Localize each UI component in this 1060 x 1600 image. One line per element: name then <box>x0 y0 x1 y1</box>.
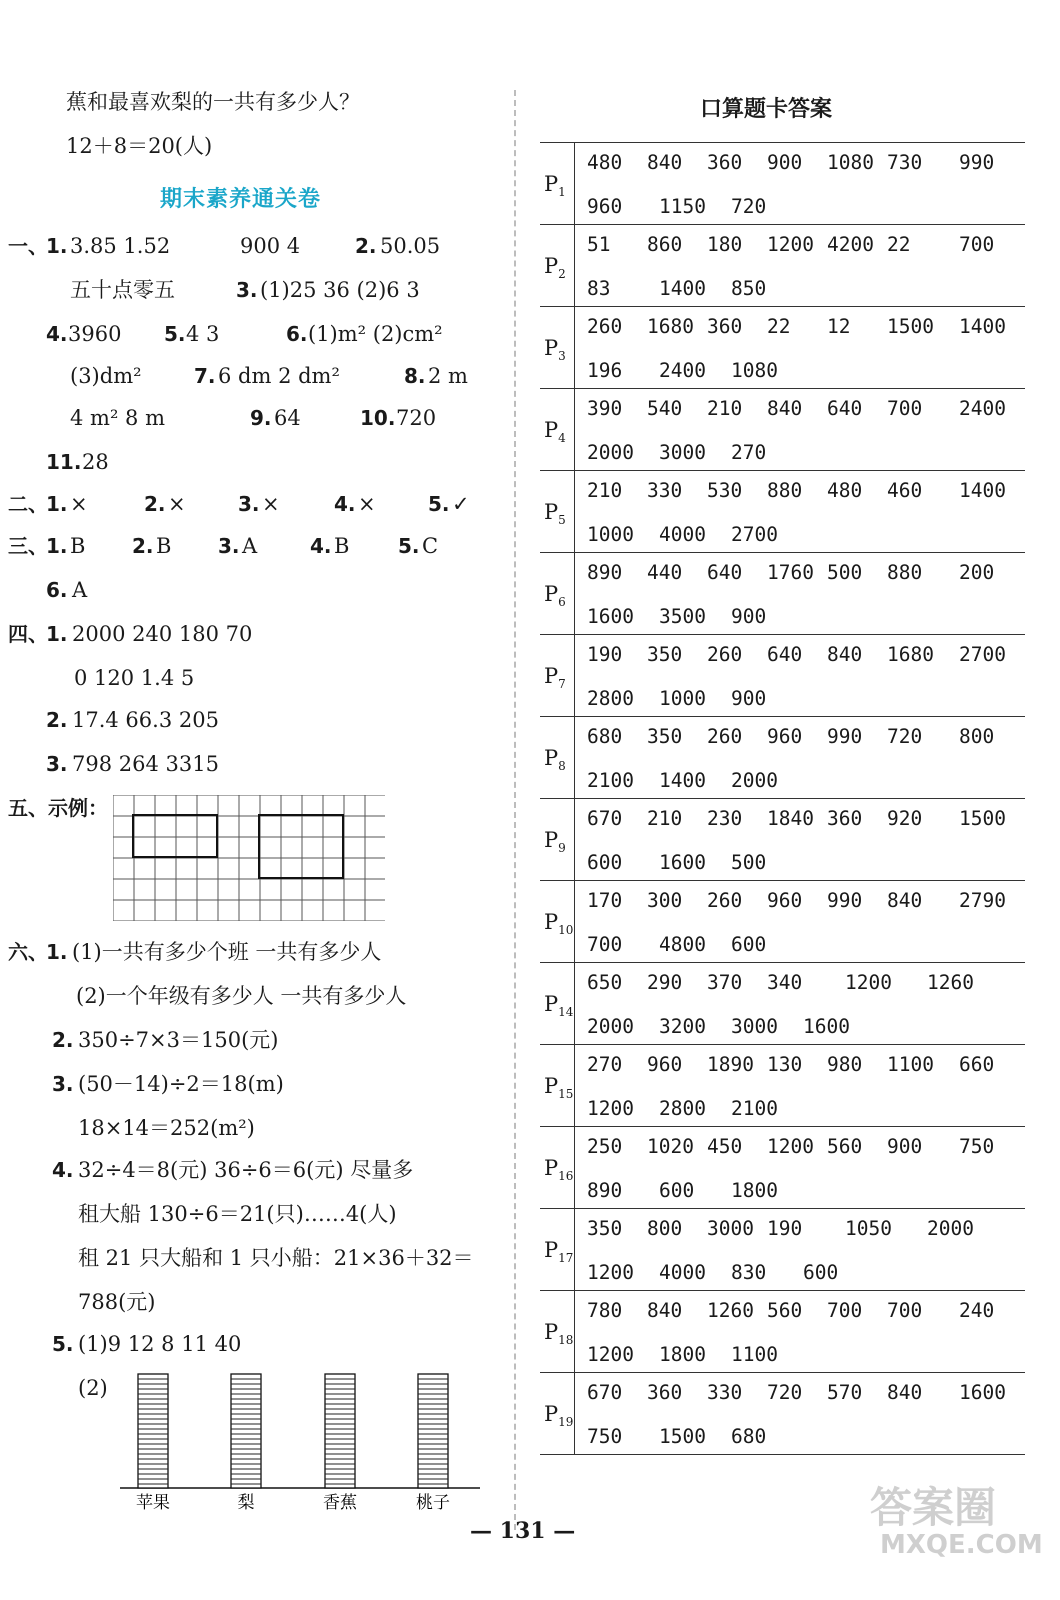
answer-value: 900 <box>767 151 803 174</box>
answer-value: 1400 <box>659 769 706 792</box>
answer-value: 51 <box>587 233 611 256</box>
answer-value: 720 <box>887 725 923 748</box>
bar-label: 桃子 <box>416 1493 450 1513</box>
answer-value: 860 <box>647 233 683 256</box>
answer-value: 2800 <box>659 1097 706 1120</box>
answer-value: 1800 <box>659 1343 706 1366</box>
answer-value: 1000 <box>659 687 706 710</box>
answer-value: 1800 <box>731 1179 778 1202</box>
example-grid <box>113 795 385 921</box>
answer-row <box>540 1045 1025 1127</box>
answer-value: 840 <box>647 151 683 174</box>
answer-row <box>540 307 1025 389</box>
answer-value: 1100 <box>731 1343 778 1366</box>
answer-value: 22 <box>767 315 791 338</box>
answer-value: 1000 <box>587 523 634 546</box>
answer-value: 1680 <box>647 315 694 338</box>
answer-value: 1200 <box>845 971 892 994</box>
answer-value: 500 <box>731 851 767 874</box>
answer-value: 640 <box>767 643 803 666</box>
answer-value: 990 <box>959 151 995 174</box>
bar <box>231 1374 261 1488</box>
answer-value: 210 <box>647 807 683 830</box>
answer-value: 230 <box>707 807 743 830</box>
bar <box>138 1374 168 1488</box>
page-number: — 131 — <box>470 1518 576 1544</box>
answer-value: 840 <box>647 1299 683 1322</box>
answer-value: 4000 <box>659 1261 706 1284</box>
answer-value: 1600 <box>959 1381 1006 1404</box>
answer-value: 200 <box>959 561 995 584</box>
answer-value: 2790 <box>959 889 1006 912</box>
answer-value: 1600 <box>803 1015 850 1038</box>
answer-value: 240 <box>959 1299 995 1322</box>
answer-line: 788(元) <box>78 1290 156 1314</box>
answer-value: 1200 <box>767 233 814 256</box>
answer-value: 2400 <box>659 359 706 382</box>
answer-value: 350 <box>647 643 683 666</box>
answer-value: 670 <box>587 807 623 830</box>
answer-value: 600 <box>731 933 767 956</box>
answer-value: 210 <box>587 479 623 502</box>
answer-value: 2000 <box>587 1015 634 1038</box>
answer-value: 180 <box>707 233 743 256</box>
answer-row <box>540 553 1025 635</box>
answer-card-title: 口算题卡答案 <box>700 97 833 122</box>
answer-value: 650 <box>587 971 623 994</box>
answer-value: 1020 <box>647 1135 694 1158</box>
answer-value: 800 <box>959 725 995 748</box>
answer-value: 196 <box>587 359 623 382</box>
rectangle-large <box>259 815 343 878</box>
answer-row <box>540 635 1025 717</box>
answer-value: 1200 <box>587 1343 634 1366</box>
page-ref: $P_{18}$ <box>544 1320 574 1348</box>
answer-value: 2700 <box>959 643 1006 666</box>
answer-row <box>540 1373 1025 1455</box>
answer-value: 960 <box>587 195 623 218</box>
answer-value: 480 <box>587 151 623 174</box>
answer-line: 租大船 130÷6＝21(只)……4(人) <box>78 1202 397 1226</box>
answer-row <box>540 881 1025 963</box>
answer-value: 990 <box>827 725 863 748</box>
answer-value: 3000 <box>731 1015 778 1038</box>
watermark-logo: 答案圈 <box>870 1483 997 1532</box>
answer-value: 4200 <box>827 233 874 256</box>
answer-value: 640 <box>707 561 743 584</box>
page-ref: $P_8$ <box>544 746 566 774</box>
answer-value: 1760 <box>767 561 814 584</box>
answer-value: 980 <box>827 1053 863 1076</box>
answer-value: 370 <box>707 971 743 994</box>
watermark-text: MXQE.COM <box>880 1530 1043 1560</box>
answer-value: 22 <box>887 233 911 256</box>
answer-value: 850 <box>731 277 767 300</box>
left-column: 蕉和最喜欢梨的一共有多少人？ 12＋8＝20(人) 期末素养通关卷 一、 1. 3.85 1.52 900 4 2. 50.05 五十点零五 3. (1)25 36 (2)6 3 4. 3960 5. 4 3 6. (1)m² (2)cm² (3)dm² 7. 6 dm 2 dm² 8. 2 m 4 m² 8 m 9. 64 10. 720 11. 28 二、 1. × 2. × 3. × 4. × 5. ✓ 三、 1. B 2. B 3. A 4. B 5. C 6. A 四、 1. 2000 240 180 70 0 120 1.4 5 2. 17.4 66.3 205 3. 798 264 3315 五、示例： 六、 1. (1)一共有多少个班 一共有多少人 (2)一个年级有多少人 一共有多少人 2. 350÷7×3＝150(元) 3. (50－14)÷2＝18(m) 18×14＝252(m²) 4. 32÷4＝8(元) 36÷6＝6(元) 尽量多 租大船 130÷6＝21(只)……4(人) 租 21 只大船和 1 只小船：21×36＋32＝ 788(元) 5. (1)9 12 8 11 40 (2) 苹果 梨 香蕉 桃子 <box>0 0 510 1600</box>
answer-value: 560 <box>827 1135 863 1158</box>
answer-value: 1680 <box>887 643 934 666</box>
page-ref: $P_{17}$ <box>544 1238 574 1266</box>
answer-value: 4800 <box>659 933 706 956</box>
page-ref: $P_7$ <box>544 664 566 692</box>
answer-row <box>540 1209 1025 1291</box>
answer-value: 720 <box>767 1381 803 1404</box>
page-ref: $P_2$ <box>544 254 566 282</box>
answer-value: 1050 <box>845 1217 892 1240</box>
answer-value: 780 <box>587 1299 623 1322</box>
answer-value: 2700 <box>731 523 778 546</box>
answer-value: 560 <box>767 1299 803 1322</box>
page-ref: $P_{10}$ <box>544 910 574 938</box>
answer-row <box>540 143 1025 225</box>
answer-value: 880 <box>887 561 923 584</box>
answer-value: 1080 <box>731 359 778 382</box>
answer-value: 1400 <box>959 479 1006 502</box>
answer-value: 990 <box>827 889 863 912</box>
answer-row <box>540 471 1025 553</box>
answer-row <box>540 799 1025 881</box>
answer-value: 1600 <box>659 851 706 874</box>
answer-value: 1400 <box>959 315 1006 338</box>
answer-value: 730 <box>887 151 923 174</box>
answer-value: 880 <box>767 479 803 502</box>
answer-value: 290 <box>647 971 683 994</box>
page-ref: $P_{15}$ <box>544 1074 574 1102</box>
answer-row <box>540 225 1025 307</box>
page-ref: $P_1$ <box>544 172 566 200</box>
bar <box>325 1374 355 1488</box>
answer-value: 680 <box>587 725 623 748</box>
answer-value: 360 <box>707 151 743 174</box>
answer-value: 440 <box>647 561 683 584</box>
text-line: 蕉和最喜欢梨的一共有多少人？ <box>66 90 360 114</box>
answer-value: 3500 <box>659 605 706 628</box>
answer-value: 840 <box>887 1381 923 1404</box>
answer-value: 1890 <box>707 1053 754 1076</box>
answer-value: 190 <box>587 643 623 666</box>
answer-value: 1200 <box>767 1135 814 1158</box>
answer-line: (2) <box>78 1376 108 1400</box>
rectangle-small <box>133 815 217 857</box>
answer-value: 570 <box>827 1381 863 1404</box>
answer-value: 2000 <box>587 441 634 464</box>
answer-row <box>540 1291 1025 1373</box>
answer-value: 700 <box>587 933 623 956</box>
answer-value: 1600 <box>587 605 634 628</box>
answer-value: 750 <box>587 1425 623 1448</box>
answer-value: 890 <box>587 561 623 584</box>
answer-value: 260 <box>707 643 743 666</box>
answer-value: 270 <box>587 1053 623 1076</box>
answer-value: 920 <box>887 807 923 830</box>
answer-value: 260 <box>707 889 743 912</box>
answer-value: 900 <box>887 1135 923 1158</box>
bar-label: 梨 <box>237 1493 255 1513</box>
answer-line: 0 120 1.4 5 <box>74 666 195 690</box>
page-ref: $P_{16}$ <box>544 1156 574 1184</box>
answer-value: 900 <box>731 687 767 710</box>
answer-value: 720 <box>731 195 767 218</box>
answer-value: 700 <box>959 233 995 256</box>
answer-value: 170 <box>587 889 623 912</box>
answer-value: 360 <box>707 315 743 338</box>
answer-line: 18×14＝252(m²) <box>78 1116 255 1140</box>
answer-value: 2800 <box>587 687 634 710</box>
answer-value: 450 <box>707 1135 743 1158</box>
page-ref: $P_6$ <box>544 582 566 610</box>
answer-value: 350 <box>587 1217 623 1240</box>
answer-table <box>540 142 1025 1455</box>
answer-value: 1840 <box>767 807 814 830</box>
answer-line: 租 21 只大船和 1 只小船：21×36＋32＝ <box>78 1246 474 1270</box>
answer-value: 840 <box>767 397 803 420</box>
answer-value: 250 <box>587 1135 623 1158</box>
answer-value: 1080 <box>827 151 874 174</box>
answer-value: 330 <box>707 1381 743 1404</box>
answer-value: 600 <box>659 1179 695 1202</box>
answer-value: 530 <box>707 479 743 502</box>
answer-value: 2100 <box>731 1097 778 1120</box>
answer-row <box>540 717 1025 799</box>
answer-value: 1150 <box>659 195 706 218</box>
page-ref: $P_3$ <box>544 336 566 364</box>
answer-value: 660 <box>959 1053 995 1076</box>
page-ref: $P_{19}$ <box>544 1402 574 1430</box>
page-ref: $P_9$ <box>544 828 566 856</box>
answer-value: 350 <box>647 725 683 748</box>
answer-value: 260 <box>587 315 623 338</box>
bar-chart-sketch <box>120 1370 480 1518</box>
answer-value: 1500 <box>887 315 934 338</box>
answer-value: 3000 <box>659 441 706 464</box>
page-ref: $P_4$ <box>544 418 566 446</box>
answer-line: (2)一个年级有多少人 一共有多少人 <box>76 984 407 1008</box>
answer-value: 1400 <box>659 277 706 300</box>
answer-value: 2100 <box>587 769 634 792</box>
answer-value: 750 <box>959 1135 995 1158</box>
answer-value: 840 <box>827 643 863 666</box>
answer-value: 1500 <box>959 807 1006 830</box>
answer-value: 640 <box>827 397 863 420</box>
answer-value: 300 <box>647 889 683 912</box>
answer-value: 3200 <box>659 1015 706 1038</box>
answer-row <box>540 389 1025 471</box>
answer-value: 270 <box>731 441 767 464</box>
page-ref: $P_5$ <box>544 500 566 528</box>
answer-value: 360 <box>827 807 863 830</box>
answer-row <box>540 963 1025 1045</box>
answer-value: 800 <box>647 1217 683 1240</box>
text-line: 12＋8＝20(人) <box>66 134 213 158</box>
page-ref: $P_{14}$ <box>544 992 574 1020</box>
answer-value: 680 <box>731 1425 767 1448</box>
answer-value: 1500 <box>659 1425 706 1448</box>
answer-value: 130 <box>767 1053 803 1076</box>
answer-value: 2400 <box>959 397 1006 420</box>
answer-row <box>540 1127 1025 1209</box>
answer-value: 1100 <box>887 1053 934 1076</box>
answer-value: 340 <box>767 971 803 994</box>
answer-value: 1260 <box>927 971 974 994</box>
bar-label: 香蕉 <box>323 1493 357 1513</box>
answer-value: 4000 <box>659 523 706 546</box>
answer-value: 900 <box>731 605 767 628</box>
answer-value: 960 <box>647 1053 683 1076</box>
answer-value: 330 <box>647 479 683 502</box>
answer-value: 2000 <box>927 1217 974 1240</box>
answer-value: 600 <box>803 1261 839 1284</box>
answer-value: 390 <box>587 397 623 420</box>
answer-value: 190 <box>767 1217 803 1240</box>
column-divider <box>514 90 516 1530</box>
answer-value: 12 <box>827 315 851 338</box>
answer-value: 360 <box>647 1381 683 1404</box>
answer-value: 210 <box>707 397 743 420</box>
answer-value: 480 <box>827 479 863 502</box>
answer-value: 890 <box>587 1179 623 1202</box>
bar <box>418 1374 448 1488</box>
answer-value: 460 <box>887 479 923 502</box>
answer-value: 700 <box>887 1299 923 1322</box>
answer-value: 600 <box>587 851 623 874</box>
answer-value: 260 <box>707 725 743 748</box>
answer-value: 960 <box>767 725 803 748</box>
answer-value: 960 <box>767 889 803 912</box>
answer-value: 700 <box>827 1299 863 1322</box>
answer-value: 700 <box>887 397 923 420</box>
bar-label: 苹果 <box>136 1493 170 1513</box>
answer-value: 2000 <box>731 769 778 792</box>
section-title: 期末素养通关卷 <box>160 187 322 212</box>
answer-value: 840 <box>887 889 923 912</box>
answer-value: 1200 <box>587 1097 634 1120</box>
answer-value: 500 <box>827 561 863 584</box>
answer-value: 83 <box>587 277 611 300</box>
answer-value: 1260 <box>707 1299 754 1322</box>
answer-value: 1200 <box>587 1261 634 1284</box>
answer-value: 3000 <box>707 1217 754 1240</box>
answer-value: 830 <box>731 1261 767 1284</box>
answer-value: 670 <box>587 1381 623 1404</box>
answer-value: 540 <box>647 397 683 420</box>
